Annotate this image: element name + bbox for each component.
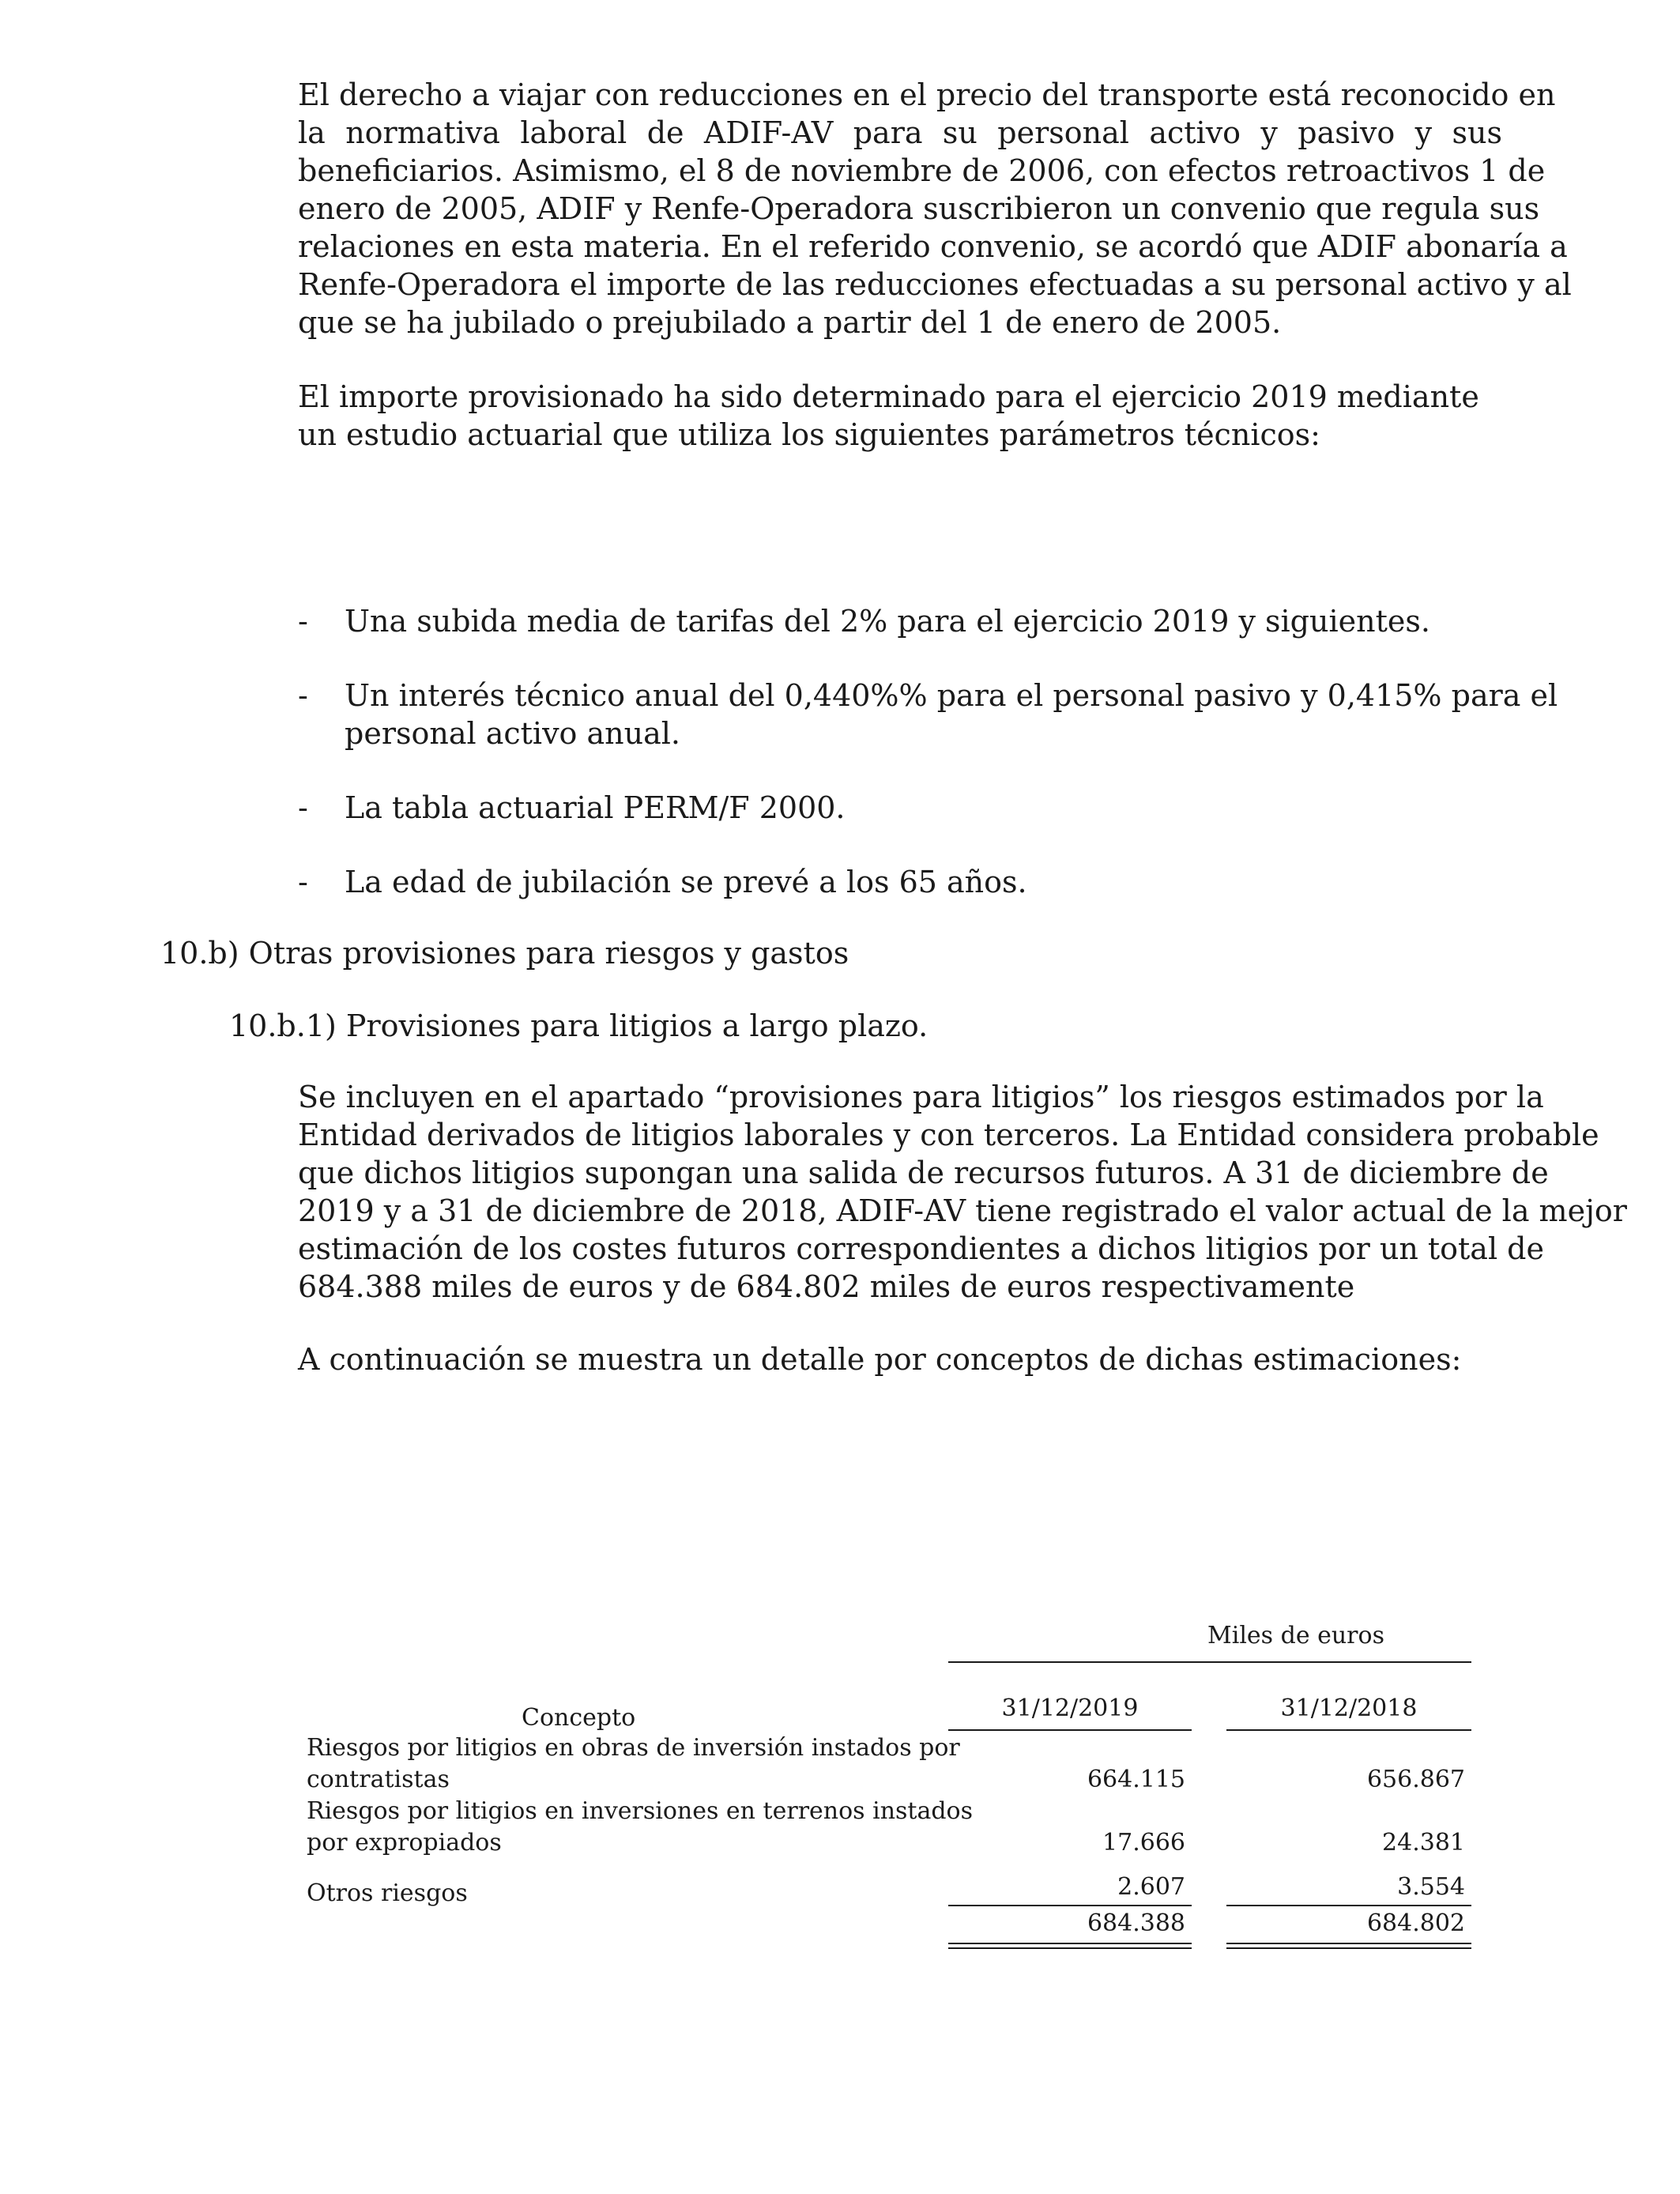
total-double-rule-2018 <box>1226 1947 1471 1949</box>
total-double-rule-2018 <box>1226 1943 1471 1944</box>
text-line: 684.388 miles de euros y de 684.802 miles de euros respectivamente <box>298 1269 1355 1304</box>
value-2018: 3.554 <box>1397 1873 1465 1901</box>
column-header-concept: Concepto <box>522 1704 636 1732</box>
column-rule-2018 <box>1226 1729 1471 1731</box>
text-line: relaciones en esta materia. En el referido convenio, se acordó que ADIF abonaría a <box>298 229 1568 264</box>
dash-bullet: - <box>298 678 308 713</box>
table-group-header: Miles de euros <box>1207 1622 1384 1649</box>
text-line: El importe provisionado ha sido determinado para el ejercicio 2019 mediante <box>298 379 1479 414</box>
list-item-text: personal activo anual. <box>345 716 680 751</box>
list-item-text: Un interés técnico anual del 0,440%% para el personal pasivo y 0,415% para el <box>345 678 1558 713</box>
section-heading-10b: 10.b) Otras provisiones para riesgos y gastos <box>160 936 849 971</box>
total-double-rule-2019 <box>948 1947 1192 1949</box>
dash-bullet: - <box>298 604 308 639</box>
paragraph-travel-reductions <box>298 76 1572 341</box>
column-header-2019: 31/12/2019 <box>1001 1695 1139 1722</box>
row-label: por expropiados <box>307 1829 502 1857</box>
list-item-text: La edad de jubilación se prevé a los 65 años. <box>345 865 1027 899</box>
text-line: Renfe-Operadora el importe de las reducciones efectuadas a su personal activo y al <box>298 267 1572 302</box>
list-item-text: La tabla actuarial PERM/F 2000. <box>345 790 846 825</box>
value-2018: 656.867 <box>1366 1766 1465 1793</box>
value-2018: 24.381 <box>1382 1829 1465 1857</box>
text-line: El derecho a viajar con reducciones en el precio del transporte está reconocido en <box>298 77 1556 112</box>
text-line: beneficiarios. Asimismo, el 8 de noviembre de 2006, con efectos retroactivos 1 de <box>298 153 1546 188</box>
paragraph-detail-intro: A continuación se muestra un detalle por conceptos de dichas estimaciones: <box>298 1342 1462 1377</box>
text-line: Entidad derivados de litigios laborales y con terceros. La Entidad considera probable <box>298 1118 1599 1152</box>
row-label: Riesgos por litigios en obras de inversión instados por <box>307 1734 960 1762</box>
text-line: Se incluyen en el apartado “provisiones para litigios” los riesgos estimados por la <box>298 1080 1544 1114</box>
section-heading-10b1: 10.b.1) Provisiones para litigios a largo plazo. <box>229 1008 929 1043</box>
total-2019: 684.388 <box>1087 1909 1185 1937</box>
text-line: estimación de los costes futuros correspondientes a dichos litigios por un total de <box>298 1231 1544 1266</box>
list-item-text-block <box>345 677 1558 752</box>
value-2019: 664.115 <box>1087 1766 1185 1793</box>
subtotal-rule-2018 <box>1226 1905 1471 1906</box>
paragraph-litigation-provisions <box>298 1078 1627 1306</box>
total-2018: 684.802 <box>1366 1909 1465 1937</box>
text-line: que dichos litigios supongan una salida de recursos futuros. A 31 de diciembre de <box>298 1155 1549 1190</box>
header-rule <box>948 1661 1471 1663</box>
column-rule-2019 <box>948 1729 1192 1731</box>
value-2019: 17.666 <box>1102 1829 1185 1857</box>
column-header-2018: 31/12/2018 <box>1280 1695 1418 1722</box>
dash-bullet: - <box>298 865 308 899</box>
list-item-text: Una subida media de tarifas del 2% para el ejercicio 2019 y siguientes. <box>345 604 1430 639</box>
text-line: enero de 2005, ADIF y Renfe-Operadora suscribieron un convenio que regula sus <box>298 191 1540 226</box>
paragraph-actuarial-study <box>298 378 1479 454</box>
dash-bullet: - <box>298 790 308 825</box>
row-label: Otros riesgos <box>307 1879 468 1907</box>
text-line: 2019 y a 31 de diciembre de 2018, ADIF-AV tiene registrado el valor actual de la mejor <box>298 1193 1627 1228</box>
row-label: Riesgos por litigios en inversiones en terrenos instados <box>307 1797 974 1825</box>
row-label: contratistas <box>307 1766 450 1793</box>
text-line: un estudio actuarial que utiliza los siguientes parámetros técnicos: <box>298 417 1320 452</box>
subtotal-rule-2019 <box>948 1905 1192 1906</box>
text-line: la normativa laboral de ADIF-AV para su personal activo y pasivo y sus <box>298 115 1502 150</box>
total-double-rule-2019 <box>948 1943 1192 1944</box>
value-2019: 2.607 <box>1117 1873 1185 1901</box>
text-line: que se ha jubilado o prejubilado a partir del 1 de enero de 2005. <box>298 305 1282 340</box>
